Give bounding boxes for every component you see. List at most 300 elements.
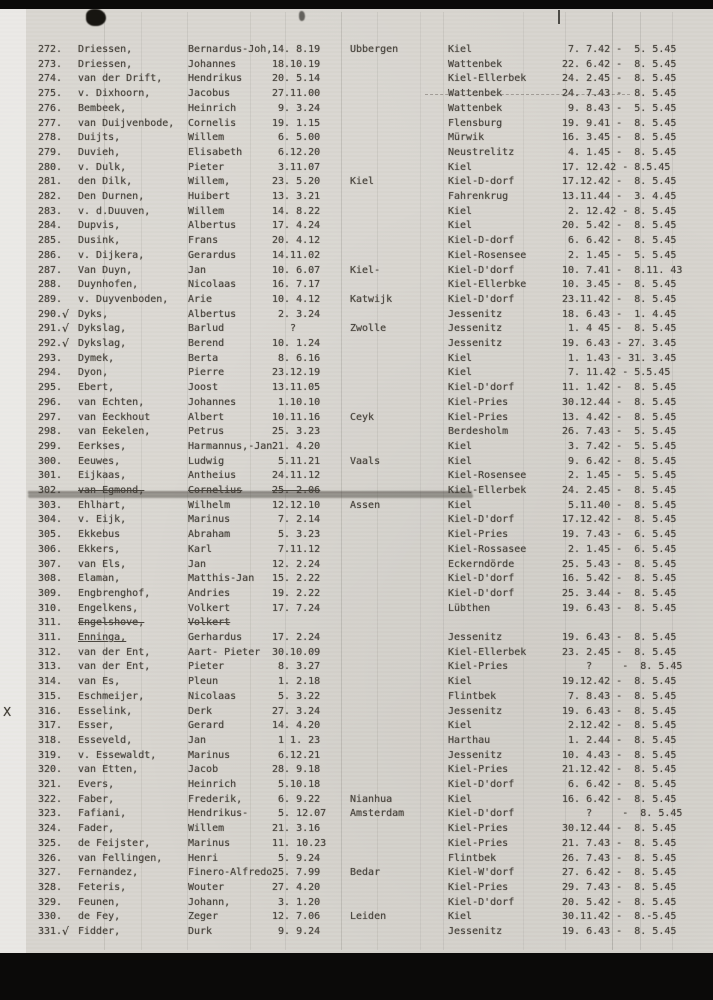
surname-cell: van Etten, [78, 764, 139, 776]
table-row [0, 206, 713, 220]
row-number: 288. [38, 279, 63, 291]
margin-mark: √ [62, 925, 70, 938]
service-dates-cell: 30.11.42 - 8.-5.45 [562, 911, 677, 923]
row-number: 274. [38, 73, 63, 85]
service-dates-cell: 23. 2.45 - 8. 5.45 [562, 646, 677, 658]
surname-cell: v. Duyvenboden, [78, 293, 169, 305]
given-name-cell: Willem [188, 205, 225, 217]
service-dates-cell: 4. 1.45 - 8. 5.45 [562, 146, 677, 158]
birthdate-cell: 16. 7.17 [272, 279, 321, 291]
birthdate-cell: 11. 10.23 [272, 837, 327, 849]
given-name-cell: Marinus [188, 749, 231, 761]
row-number: 282. [38, 191, 63, 202]
service-dates-cell: 2.12.42 - 8. 5.45 [562, 720, 677, 732]
given-name-cell: Elisabeth [188, 146, 243, 158]
given-name-cell: Heinrich [188, 102, 237, 114]
destination-cell: Flintbek [448, 852, 497, 864]
service-dates-cell: 18. 6.43 - 1. 4.45 [562, 308, 677, 320]
surname-cell: van Eeckhout [78, 411, 151, 423]
surname-cell: Eschmeijer, [78, 690, 145, 702]
given-name-cell: Pleun [188, 676, 219, 688]
surname-cell: Faber, [78, 793, 115, 805]
destination-cell: Kiel [448, 367, 473, 379]
birthdate-cell: 17. 4.24 [272, 220, 321, 232]
birthdate-cell: 19. 2.22 [272, 587, 321, 599]
table-row [0, 779, 713, 793]
row-number: 317. [38, 720, 63, 732]
table-row [0, 867, 713, 881]
service-dates-cell: 2. 12.42 - 8. 5.45 [562, 205, 677, 217]
destination-cell: Kiel [448, 205, 473, 217]
surname-cell: Driessen, [78, 44, 133, 55]
birthplace-cell: Amsterdam [350, 808, 405, 820]
birthdate-cell: 1 1. 23 [272, 734, 321, 746]
birthdate-cell: 30.10.09 [272, 646, 321, 658]
birthplace-cell: Leiden [350, 911, 387, 923]
given-name-cell: Johannes [188, 396, 237, 408]
birthdate-cell: 21. 3.16 [272, 823, 321, 835]
birthdate-cell: 7.11.12 [272, 543, 321, 555]
destination-cell: Kiel-D'dorf [448, 587, 515, 599]
surname-cell: van Fellingen, [78, 852, 163, 864]
service-dates-cell: 23.11.42 - 8. 5.45 [562, 293, 677, 305]
given-name-cell: Marinus [188, 514, 231, 526]
destination-cell: Kiel-D'dorf [448, 382, 515, 394]
destination-cell: Wattenbek [448, 102, 503, 114]
table-row [0, 853, 713, 867]
service-dates-cell: 16. 6.42 - 8. 5.45 [562, 793, 677, 805]
given-name-cell: Joost [188, 382, 219, 394]
destination-cell: Jessenitz [448, 338, 503, 349]
row-number: 299. [38, 440, 63, 452]
surname-cell: Dusink, [78, 235, 121, 247]
table-row [0, 412, 713, 426]
destination-cell: Kiel-D'dorf [448, 573, 515, 585]
table-row [0, 691, 713, 705]
service-dates-cell: 24. 7.43 - 8. 5.45 [562, 88, 677, 100]
row-number: 280. [38, 161, 63, 173]
table-row [0, 573, 713, 587]
table-row [0, 647, 713, 661]
given-name-cell: Hendrikus- [188, 808, 249, 820]
row-number: 293. [38, 352, 63, 364]
row-number: 304. [38, 514, 63, 526]
row-number: 279. [38, 146, 63, 158]
birthdate-cell: 5.11.21 [272, 455, 321, 467]
service-dates-cell: 1. 2.44 - 8. 5.45 [562, 734, 677, 746]
surname-cell: Dupvis, [78, 220, 121, 232]
given-name-cell: Albertus [188, 220, 237, 232]
row-number: 283. [38, 205, 63, 217]
row-number: 320. [38, 764, 63, 776]
birthdate-cell: 14. 8.22 [272, 205, 321, 217]
birthdate-cell: 12. 7.06 [272, 911, 321, 923]
birthdate-cell: 6.12.20 [272, 146, 321, 158]
table-row [0, 559, 713, 573]
birthplace-cell: Ubbergen [350, 44, 399, 55]
row-number: 303. [38, 499, 63, 511]
service-dates-cell: 19. 6.43 - 8. 5.45 [562, 632, 677, 643]
service-dates-cell: 22. 6.42 - 8. 5.45 [562, 58, 677, 70]
given-name-cell: Jan [188, 558, 207, 570]
row-number: 321. [38, 779, 63, 790]
birthdate-cell: 7. 2.14 [272, 514, 321, 526]
destination-cell: Kiel [448, 455, 473, 467]
birthplace-cell: Katwijk [350, 293, 393, 305]
given-name-cell: Hendrikus [188, 73, 243, 85]
table-row [0, 676, 713, 690]
row-number: 324. [38, 823, 63, 835]
table-row [0, 794, 713, 808]
birthdate-cell: 28. 9.18 [272, 764, 321, 776]
row-number: 322. [38, 793, 63, 805]
margin-mark: X [3, 704, 12, 719]
service-dates-cell: 13. 4.42 - 8. 5.45 [562, 411, 677, 423]
given-name-cell: Cornelius [188, 485, 243, 496]
given-name-cell: Heinrich [188, 779, 237, 790]
table-row [0, 706, 713, 720]
given-name-cell: Pierre [188, 367, 225, 379]
destination-cell: Kiel [448, 161, 473, 173]
birthdate-cell: 14. 4.20 [272, 720, 321, 732]
service-dates-cell: 2. 1.45 - 5. 5.45 [562, 249, 677, 261]
birthdate-cell: 5. 3.23 [272, 529, 321, 541]
given-name-cell: Petrus [188, 426, 225, 438]
row-number: 276. [38, 102, 63, 114]
given-name-cell: Derk [188, 705, 213, 717]
birthplace-cell: Ceyk [350, 411, 375, 423]
table-row [0, 750, 713, 764]
surname-cell: Ebert, [78, 382, 115, 394]
destination-cell: Kiel-D'dorf [448, 779, 515, 790]
destination-cell: Kiel-Pries [448, 764, 509, 776]
service-dates-cell: 2. 1.45 - 6. 5.45 [562, 543, 677, 555]
surname-cell: Esser, [78, 720, 115, 732]
service-dates-cell: 24. 2.45 - 8. 5.45 [562, 485, 677, 496]
given-name-cell: Johannes [188, 58, 237, 70]
surname-cell: Engbrenghof, [78, 587, 151, 599]
table-row [0, 88, 713, 102]
table-row [0, 147, 713, 161]
given-name-cell: Pieter [188, 661, 225, 673]
surname-cell: v. Dulk, [78, 161, 127, 173]
service-dates-cell: 21. 7.43 - 8. 5.45 [562, 837, 677, 849]
birthdate-cell: 10.11.16 [272, 411, 321, 423]
destination-cell: Kiel-Pries [448, 411, 509, 423]
row-number: 302. [38, 485, 63, 496]
table-row [0, 897, 713, 911]
birthdate-cell: 23.12.19 [272, 367, 321, 379]
given-name-cell: Gerardus [188, 249, 237, 261]
row-number: 305. [38, 529, 63, 541]
birthdate-cell: 23. 5.20 [272, 176, 321, 188]
given-name-cell: Wouter [188, 881, 225, 893]
birthdate-cell: 8. 6.16 [272, 352, 321, 364]
birthdate-cell: 1. 2.18 [272, 676, 321, 688]
service-dates-cell: 3. 7.42 - 5. 5.45 [562, 440, 677, 452]
destination-cell: Berdesholm [448, 426, 509, 438]
birthdate-cell: ? [272, 323, 297, 335]
birthdate-cell: 5. 12.07 [272, 808, 327, 820]
destination-cell: Kiel-D'dorf [448, 808, 515, 820]
birthplace-cell: Bedar [350, 867, 381, 879]
table-row [0, 294, 713, 308]
service-dates-cell: 6. 6.42 - 8. 5.45 [562, 779, 677, 790]
birthdate-cell: 5. 3.22 [272, 690, 321, 702]
birthdate-cell: 14.11.02 [272, 249, 321, 261]
destination-cell: Flensburg [448, 117, 503, 129]
table-row [0, 838, 713, 852]
given-name-cell: Willem, [188, 176, 231, 188]
service-dates-cell: 16. 3.45 - 8. 5.45 [562, 132, 677, 144]
table-row [0, 603, 713, 617]
row-number: 311. [38, 632, 63, 643]
service-dates-cell: 13.11.44 - 3. 4.45 [562, 191, 677, 202]
service-dates-cell: ? - 8. 5.45 [562, 661, 683, 673]
given-name-cell: Willem [188, 132, 225, 144]
destination-cell: Kiel-D-dorf [448, 176, 515, 188]
service-dates-cell: 7. 7.42 - 5. 5.45 [562, 44, 677, 55]
surname-cell: van Els, [78, 558, 127, 570]
surname-cell: Fafiani, [78, 808, 127, 820]
given-name-cell: Ludwig [188, 455, 225, 467]
row-number: 325. [38, 837, 63, 849]
surname-cell: Dykslag, [78, 323, 127, 335]
birthdate-cell: 6. 9.22 [272, 793, 321, 805]
service-dates-cell: 25. 5.43 - 8. 5.45 [562, 558, 677, 570]
given-name-cell: Barlud [188, 323, 225, 335]
surname-cell: v. d.Duuven, [78, 205, 151, 217]
row-number: 319. [38, 749, 63, 761]
scan-border-bottom [0, 953, 713, 1000]
table-row [0, 323, 713, 337]
birthdate-cell: 20. 5.14 [272, 73, 321, 85]
table-row [0, 617, 713, 631]
table-row [0, 162, 713, 176]
destination-cell: Kiel-Pries [448, 396, 509, 408]
table-row [0, 309, 713, 323]
given-name-cell: Henri [188, 852, 219, 864]
destination-cell: Lübthen [448, 602, 491, 614]
service-dates-cell: 21.12.42 - 8. 5.45 [562, 764, 677, 776]
row-number: 294. [38, 367, 63, 379]
row-number: 281. [38, 176, 63, 188]
given-name-cell: Matthis-Jan [188, 573, 255, 585]
birthdate-cell: 5.10.18 [272, 779, 321, 790]
row-number: 290. [38, 308, 63, 320]
birthdate-cell: 13.11.05 [272, 382, 321, 394]
surname-cell: van Echten, [78, 396, 145, 408]
table-row [0, 485, 713, 499]
service-dates-cell: 26. 7.43 - 5. 5.45 [562, 426, 677, 438]
given-name-cell: Wilhelm [188, 499, 231, 511]
row-number: 297. [38, 411, 63, 423]
surname-cell: Van Duyn, [78, 264, 133, 276]
destination-cell: Fahrenkrug [448, 191, 509, 202]
destination-cell: Kiel [448, 911, 473, 923]
table-row [0, 338, 713, 352]
birthdate-cell: 25. 7.99 [272, 867, 321, 879]
destination-cell: Kiel-D'dorf [448, 896, 515, 908]
scan-border-top [0, 0, 713, 9]
surname-cell: Driessen, [78, 58, 133, 70]
birthdate-cell: 27. 3.24 [272, 705, 321, 717]
birthdate-cell: 5. 9.24 [272, 852, 321, 864]
given-name-cell: Albert [188, 411, 225, 423]
surname-cell: Dyon, [78, 367, 109, 379]
table-row [0, 926, 713, 940]
margin-mark: √ [62, 322, 70, 336]
service-dates-cell: 19. 6.43 - 27. 3.45 [562, 338, 677, 349]
service-dates-cell: 19.12.42 - 8. 5.45 [562, 676, 677, 688]
table-row [0, 118, 713, 132]
destination-cell: Kiel-D-dorf [448, 235, 515, 247]
service-dates-cell: 17.12.42 - 8. 5.45 [562, 514, 677, 526]
surname-cell: van der Drift, [78, 73, 163, 85]
given-name-cell: Finero-Alfredo [188, 867, 273, 879]
table-row [0, 59, 713, 73]
surname-cell: v. Essewaldt, [78, 749, 157, 761]
destination-cell: Kiel [448, 793, 473, 805]
surname-cell: Esseveld, [78, 734, 133, 746]
row-number: 330. [38, 911, 63, 923]
destination-cell: Kiel-Ellerbek [448, 73, 527, 85]
table-row [0, 397, 713, 411]
service-dates-cell: 1. 4 45 - 8. 5.45 [562, 323, 677, 335]
service-dates-cell: 9. 8.43 - 5. 5.45 [562, 102, 677, 114]
service-dates-cell: 20. 5.42 - 8. 5.45 [562, 220, 677, 232]
row-number: 307. [38, 558, 63, 570]
destination-cell: Neustrelitz [448, 146, 515, 158]
row-number: 308. [38, 573, 63, 585]
given-name-cell: Berend [188, 338, 225, 349]
surname-cell: Evers, [78, 779, 115, 790]
birthdate-cell: 25. 2.06 [272, 485, 321, 496]
birthdate-cell: 10. 6.07 [272, 264, 321, 276]
given-name-cell: Johann, [188, 896, 231, 908]
destination-cell: Jessenitz [448, 705, 503, 717]
surname-cell: Ekkebus [78, 529, 121, 541]
destination-cell: Wattenbek [448, 88, 503, 100]
surname-cell: Feteris, [78, 881, 127, 893]
given-name-cell: Durk [188, 926, 213, 937]
row-number: 323. [38, 808, 63, 820]
row-number: 275. [38, 88, 63, 100]
service-dates-cell: 7. 8.43 - 8. 5.45 [562, 690, 677, 702]
table-row [0, 279, 713, 293]
surname-cell: Duynhofen, [78, 279, 139, 291]
service-dates-cell: 30.12.44 - 8. 5.45 [562, 396, 677, 408]
row-number: 295. [38, 382, 63, 394]
table-row [0, 73, 713, 87]
birthdate-cell: 13. 3.21 [272, 191, 321, 202]
surname-cell: van der Ent, [78, 646, 151, 658]
service-dates-cell: 16. 5.42 - 8. 5.45 [562, 573, 677, 585]
table-row [0, 191, 713, 205]
row-number: 301. [38, 470, 63, 482]
surname-cell: Fernandez, [78, 867, 139, 879]
birthdate-cell: 12. 2.24 [272, 558, 321, 570]
destination-cell: Kiel-Rosensee [448, 470, 527, 482]
surname-cell: v. Dixhoorn, [78, 88, 151, 100]
given-name-cell: Andries [188, 587, 231, 599]
service-dates-cell: 6. 6.42 - 8. 5.45 [562, 235, 677, 247]
destination-cell: Kiel [448, 352, 473, 364]
row-number: 318. [38, 734, 63, 746]
service-dates-cell: 17. 12.42 - 8.5.45 [562, 161, 671, 173]
birthdate-cell: 21. 4.20 [272, 440, 321, 452]
row-number: 311. [38, 617, 63, 629]
surname-cell: Fidder, [78, 926, 121, 937]
given-name-cell: Jacobus [188, 88, 231, 100]
table-row [0, 529, 713, 543]
margin-mark: √ [62, 337, 70, 350]
service-dates-cell: 10. 4.43 - 8. 5.45 [562, 749, 677, 761]
destination-cell: Jessenitz [448, 749, 503, 761]
table-row [0, 470, 713, 484]
surname-cell: Dymek, [78, 352, 115, 364]
surname-cell: Eijkaas, [78, 470, 127, 482]
given-name-cell: Gerhardus [188, 632, 243, 643]
service-dates-cell: 5.11.40 - 8. 5.45 [562, 499, 677, 511]
row-number: 309. [38, 587, 63, 599]
birthdate-cell: 20. 4.12 [272, 235, 321, 247]
row-number: 286. [38, 249, 63, 261]
given-name-cell: Jan [188, 734, 207, 746]
destination-cell: Jessenitz [448, 632, 503, 643]
service-dates-cell: 1. 1.43 - 31. 3.45 [562, 352, 677, 364]
birthplace-cell: Kiel- [350, 264, 381, 276]
service-dates-cell: 26. 7.43 - 8. 5.45 [562, 852, 677, 864]
table-row [0, 456, 713, 470]
row-number: 272. [38, 44, 63, 55]
destination-cell: Harthau [448, 734, 491, 746]
row-number: 326. [38, 852, 63, 864]
birthdate-cell: 9. 9.24 [272, 926, 321, 937]
given-name-cell: Gerard [188, 720, 225, 732]
destination-cell: Kiel-Rossasee [448, 543, 527, 555]
destination-cell: Kiel-Ellerbke [448, 279, 527, 291]
table-row [0, 882, 713, 896]
row-number: 310. [38, 602, 63, 614]
service-dates-cell: 19. 6.43 - 8. 5.45 [562, 602, 677, 614]
surname-cell: de Fey, [78, 911, 121, 923]
given-name-cell: Frederik, [188, 793, 243, 805]
given-name-cell: Frans [188, 235, 219, 247]
margin-mark: √ [62, 307, 70, 321]
birthdate-cell: 24.11.12 [272, 470, 321, 482]
surname-cell: Engelkens, [78, 602, 139, 614]
birthdate-cell: 6.12.21 [272, 749, 321, 761]
surname-cell: v. Dijkera, [78, 249, 145, 261]
surname-cell: van Eekelen, [78, 426, 151, 438]
destination-cell: Mürwik [448, 132, 485, 144]
row-number: 314. [38, 676, 63, 688]
birthplace-cell: Vaals [350, 455, 381, 467]
surname-cell: Eerkses, [78, 440, 127, 452]
table-row [0, 103, 713, 117]
row-number: 313. [38, 661, 63, 673]
row-number: 278. [38, 132, 63, 144]
birthdate-cell: 27. 4.20 [272, 881, 321, 893]
given-name-cell: Aart- Pieter [188, 646, 261, 658]
row-number: 316. [38, 705, 63, 717]
table-row [0, 588, 713, 602]
birthdate-cell: 25. 3.23 [272, 426, 321, 438]
table-row [0, 764, 713, 778]
birthdate-cell: 9. 3.24 [272, 102, 321, 114]
row-number: 284. [38, 220, 63, 232]
